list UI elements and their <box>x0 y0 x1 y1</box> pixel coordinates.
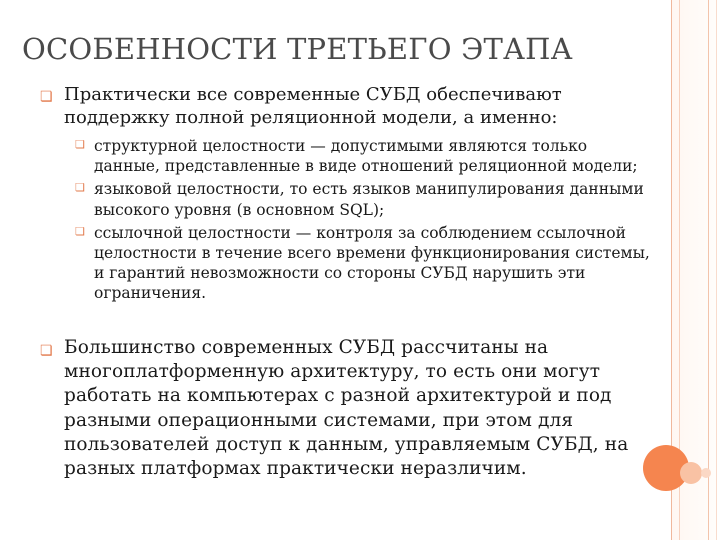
bullet-2-text: Большинство современных СУБД рассчитаны на многоплатформенную архитектуру, то есть они могут работать на компьютерах с разной архитектурой и под разными операционными системами, при этом для пользователей доступ к данным, управляемым СУБД, на разных платформах практически неразличим. <box>64 337 629 480</box>
list-item <box>75 223 654 304</box>
decorative-frame-line <box>716 0 717 540</box>
decorative-circle-medium <box>680 462 702 484</box>
hollow-diamond-icon: ❏ <box>75 138 85 151</box>
sub-bullet-text: языковой целостности, то есть языков манипулирования данными высокого уровня (в основном SQL); <box>94 180 644 219</box>
hollow-diamond-icon: ❏ <box>75 181 85 195</box>
hollow-diamond-icon: ❏ <box>75 224 85 238</box>
list-item <box>75 179 654 219</box>
sub-bullet-text: ссылочной целостности — контроля за соблюдением ссылочной целостности в течение всего времени функционирования системы, и гарантий невозможности со стороны СУБД нарушить эти ограничения. <box>94 223 650 303</box>
sub-bullet-text: структурной целостности — допустимыми являются только данные, представленные в виде отношений реляционной модели; <box>94 137 638 176</box>
slide-title: ОСОБЕННОСТИ ТРЕТЬЕГО ЭТАПА <box>22 32 573 66</box>
decorative-frame-line <box>708 0 709 540</box>
sub-bullet-list <box>75 136 654 304</box>
decorative-circle-small <box>701 468 711 478</box>
list-item <box>75 136 654 176</box>
hollow-diamond-icon: ❏ <box>40 89 53 105</box>
bullet-1-text: Практически все современные СУБД обеспечивают поддержку полной реляционной модели, а именно: <box>64 84 562 128</box>
hollow-diamond-icon: ❏ <box>40 343 53 359</box>
